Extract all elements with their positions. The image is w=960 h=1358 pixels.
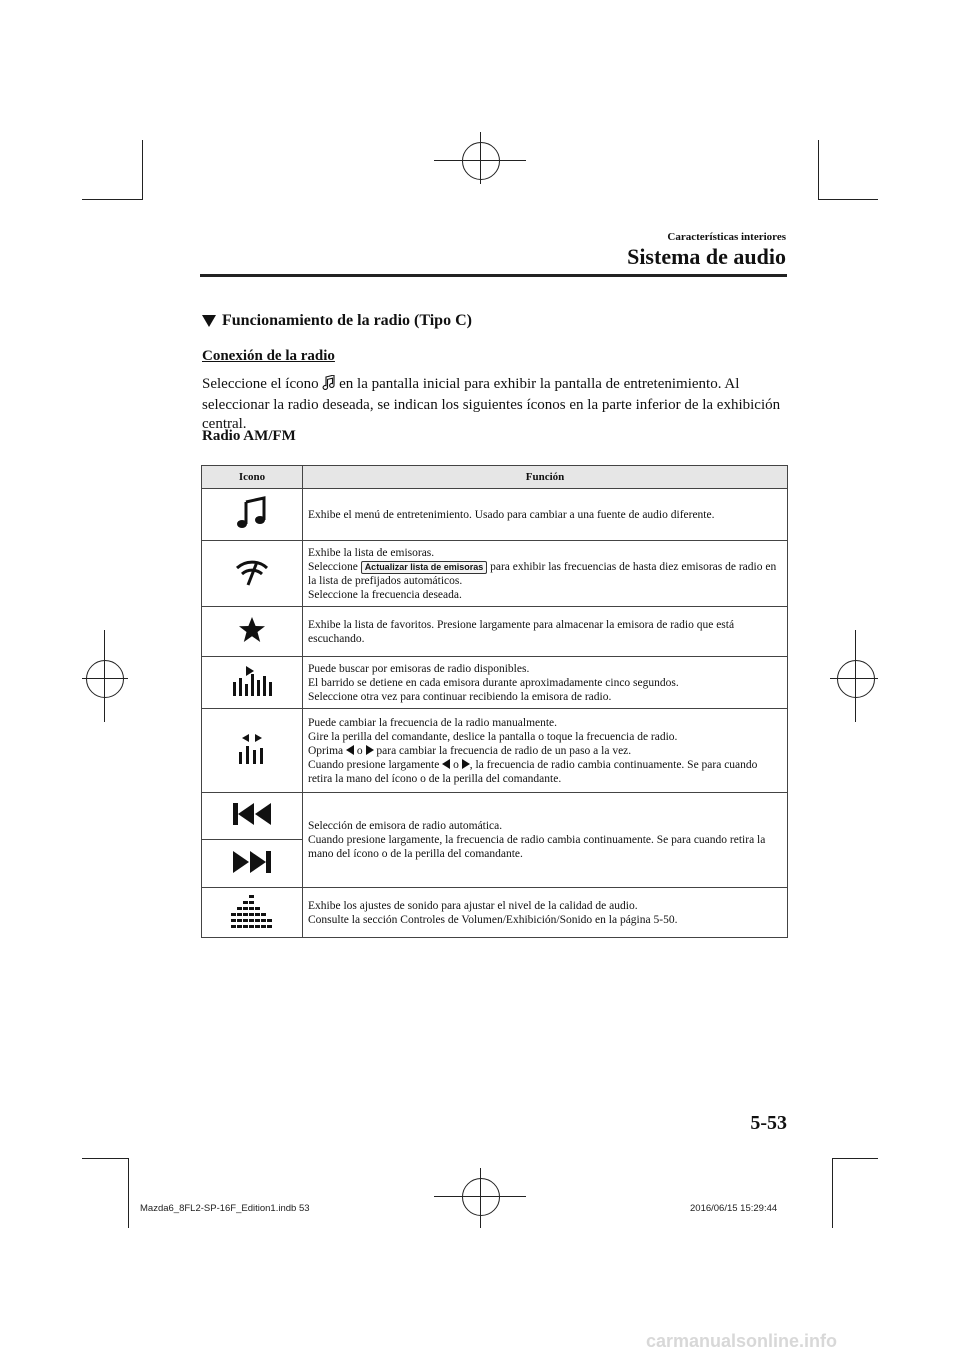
step-down-icon [346, 745, 354, 755]
column-header-icon: Icono [202, 466, 303, 489]
page-number: 5-53 [750, 1112, 787, 1134]
update-station-list-button: Actualizar lista de emisoras [361, 561, 488, 574]
station-list-icon [235, 577, 269, 589]
step-up-icon [462, 759, 470, 769]
function-table [201, 465, 788, 938]
equalizer-icon [231, 920, 273, 932]
table-row [202, 793, 788, 888]
table-row [202, 541, 788, 607]
table-row [202, 607, 788, 657]
function-text: Puede buscar por emisoras de radio disponibles. El barrido se detiene en cada emisora durante aproximadamente cinco segundos. Seleccione otra vez para continuar recibiendo la emisora de radio. [303, 657, 788, 709]
watermark: carmanualsonline.info [646, 1331, 838, 1351]
table-row [202, 489, 788, 541]
step-up-icon [366, 745, 374, 755]
seek-forward-icon [232, 849, 272, 879]
table-row [202, 709, 788, 793]
header-divider [200, 274, 787, 277]
music-note-icon [322, 375, 335, 396]
intro-paragraph: Seleccione el ícono en la pantalla inicial para exhibir la pantalla de entretenimiento. Al seleccionar la radio deseada, se indican los siguientes íconos en la parte inferior de la exhibición central. [202, 376, 781, 432]
triangle-bullet-icon [202, 315, 216, 327]
column-header-function: Función [303, 466, 788, 489]
function-text: Selección de emisora de radio automática. Cuando presione largamente, la frecuencia de radio cambia continuamente. Se para cuando retira la mano del ícono o de la perilla del comandante. [303, 793, 788, 888]
radio-type-label: Radio AM/FM [202, 428, 296, 444]
function-text: Puede cambiar la frecuencia de la radio manualmente. Gire la perilla del comandante, deslice la pantalla o toque la frecuencia de radio. Oprima o para cambiar la frecuencia de radio de un paso a la vez. Cuando presione largamente o , la frecuencia de radio cambia continuamente. Se para cuando retira la mano del ícono o de la perilla del comandante. [303, 709, 788, 793]
scan-icon [232, 689, 272, 701]
table-row [202, 657, 788, 709]
footer-file: Mazda6_8FL2-SP-16F_Edition1.indb 53 [140, 1203, 310, 1214]
chapter-title: Sistema de audio [627, 244, 786, 269]
manual-tune-icon [237, 757, 267, 769]
function-text: Exhibe los ajustes de sonido para ajustar el nivel de la calidad de audio. Consulte la sección Controles de Volumen/Exhibición/Sonido en la página 5-50. [303, 888, 788, 938]
chapter-category: Características interiores [667, 231, 786, 243]
seek-back-icon [232, 801, 272, 831]
function-text: Exhibe la lista de emisoras. Seleccione Actualizar lista de emisoras para exhibir las frecuencias de hasta diez emisoras de radio en la lista de prefijados automáticos. Seleccione la frecuencia deseada. [303, 541, 788, 607]
table-row [202, 888, 788, 938]
table-header-row [202, 466, 788, 489]
music-note-icon [235, 521, 269, 533]
section-title-text: Funcionamiento de la radio (Tipo C) [222, 312, 472, 329]
function-text: Exhibe la lista de favoritos. Presione largamente para almacenar la emisora de radio que está escuchando. [303, 607, 788, 657]
star-icon [237, 636, 267, 648]
function-text: Exhibe el menú de entretenimiento. Usado para cambiar a una fuente de audio diferente. [303, 489, 788, 541]
section-title [202, 312, 472, 330]
footer-timestamp: 2016/06/15 15:29:44 [690, 1203, 778, 1214]
subsection-title: Conexión de la radio [202, 348, 335, 364]
